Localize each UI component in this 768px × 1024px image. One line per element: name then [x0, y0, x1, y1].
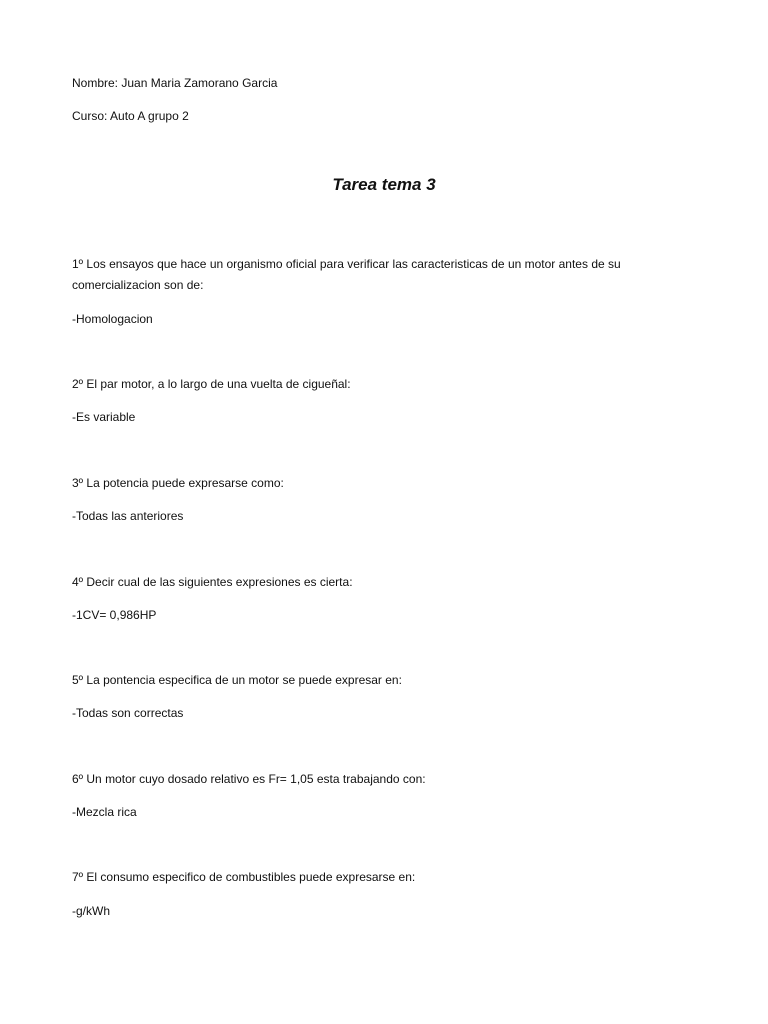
question-2: 2º El par motor, a lo largo de una vuelta de cigueñal: — [72, 377, 351, 391]
answer-2: -Es variable — [72, 410, 136, 424]
question-3: 3º La potencia puede expresarse como: — [72, 476, 284, 490]
answer-7: -g/kWh — [72, 904, 111, 918]
document-title: Tarea tema 3 — [332, 175, 436, 194]
question-6: 6º Un motor cuyo dosado relativo es Fr= 1,05 esta trabajando con: — [72, 772, 426, 786]
question-7: 7º El consumo especifico de combustibles puede expresarse en: — [72, 870, 416, 884]
question-5: 5º La pontencia especifica de un motor se puede expresar en: — [72, 673, 402, 687]
answer-6: -Mezcla rica — [72, 805, 137, 819]
answer-4: -1CV= 0,986HP — [72, 608, 157, 622]
answer-1: -Homologacion — [72, 312, 153, 326]
question-1: 1º Los ensayos que hace un organismo oficial para verificar las caracteristicas de un motor antes de su comercializacion son de: — [72, 257, 621, 292]
student-name: Nombre: Juan Maria Zamorano Garcia — [72, 76, 278, 90]
course-info: Curso: Auto A grupo 2 — [72, 109, 189, 123]
answer-3: -Todas las anteriores — [72, 509, 184, 523]
question-4: 4º Decir cual de las siguientes expresiones es cierta: — [72, 575, 353, 589]
answer-5: -Todas son correctas — [72, 706, 184, 720]
